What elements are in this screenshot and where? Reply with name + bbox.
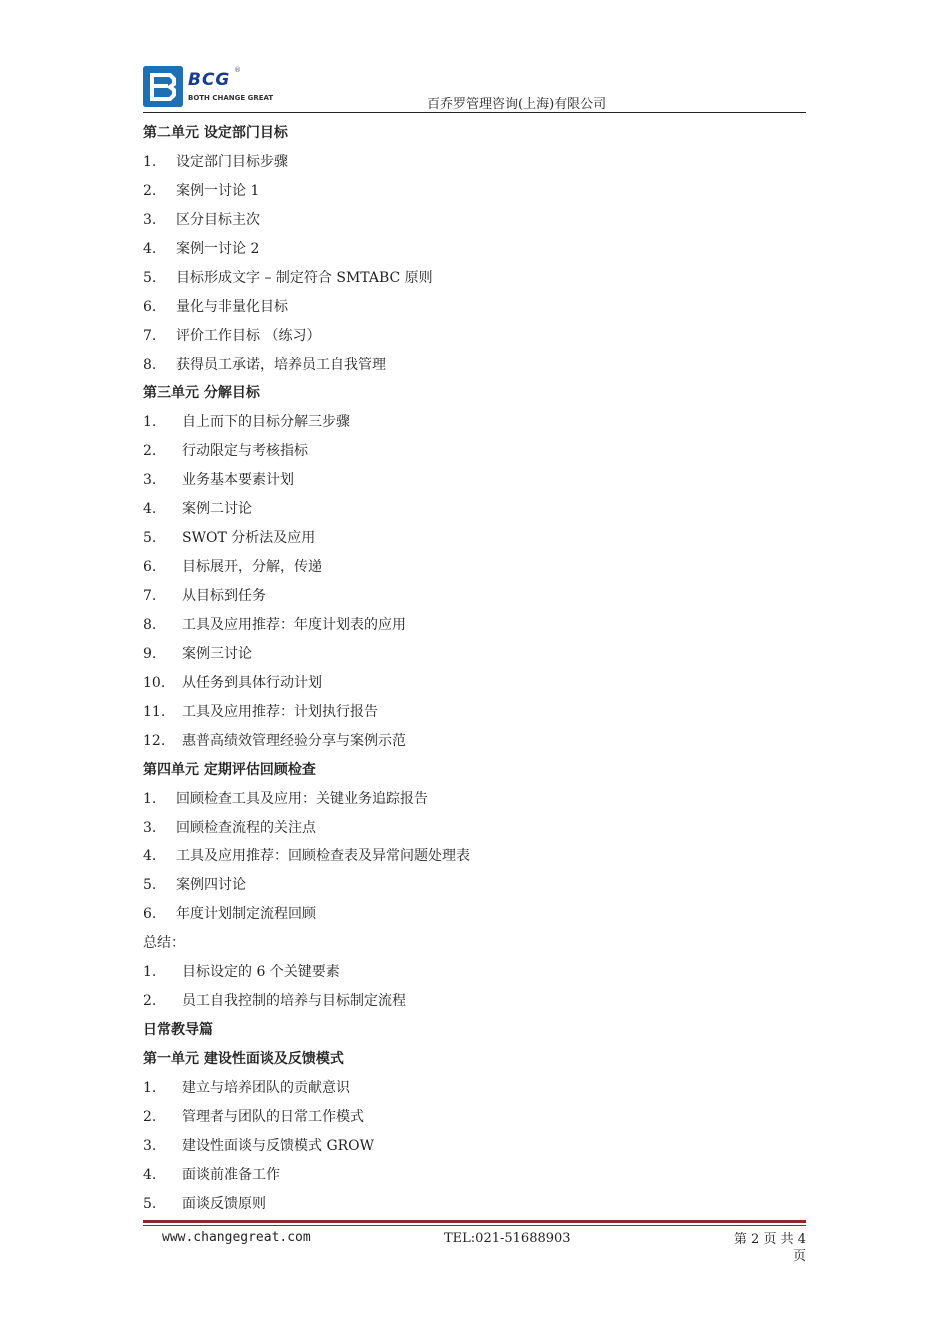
list-item-number: 7. (143, 327, 157, 344)
list-item-text: 面谈前准备工作 (182, 1166, 280, 1183)
list-item-number: 9. (143, 645, 157, 662)
list-item (143, 235, 806, 264)
list-item-text: 工具及应用推荐：计划执行报告 (182, 703, 378, 720)
company-name: 百乔罗管理咨询(上海)有限公司 (427, 97, 607, 112)
list-item-number: 1. (143, 1079, 157, 1096)
list-item (143, 1161, 806, 1190)
list-item-number: 8. (143, 356, 157, 373)
list-item (143, 785, 806, 814)
section-heading: 第三单元 分解目标 (143, 385, 260, 402)
list-item-number: 4. (143, 501, 157, 518)
list-item-text: 获得员工承诺，培养员工自我管理 (176, 356, 386, 373)
list-item (143, 871, 806, 900)
list-item-number: 3. (143, 819, 157, 836)
list-item-number: 6. (143, 906, 157, 923)
list-item (143, 640, 806, 669)
list-item-number: 2. (143, 993, 157, 1010)
list-item-number: 6. (143, 298, 157, 315)
list-item-number: 2. (143, 443, 157, 460)
header-divider (143, 112, 806, 113)
list-item-number: 5. (143, 269, 157, 286)
list-item-text: 案例二讨论 (182, 501, 252, 518)
footer-telephone: TEL:021-51688903 (444, 1231, 571, 1246)
list-item (143, 408, 806, 437)
list-item-text: 设定部门目标步骤 (176, 153, 288, 170)
section-heading: 第一单元 建设性面谈及反馈模式 (143, 1051, 344, 1067)
list-item-number: 4. (143, 1166, 157, 1183)
list-item (143, 582, 806, 611)
document-body (143, 119, 806, 1219)
list-item (143, 553, 806, 582)
list-item-text: 业务基本要素计划 (182, 472, 294, 489)
list-item-text: 面谈反馈原则 (182, 1195, 266, 1212)
list-item (143, 437, 806, 466)
list-item (143, 842, 806, 871)
list-item (143, 264, 806, 293)
list-item (143, 1074, 806, 1103)
list-item-number: 4. (143, 848, 157, 865)
list-item-text: 回顾检查流程的关注点 (176, 819, 316, 836)
list-item (143, 177, 806, 206)
list-item-number: 5. (143, 877, 157, 894)
list-item (143, 727, 806, 756)
list-item-number: 3. (143, 472, 157, 489)
list-item-text: 目标设定的 6 个关键要素 (182, 964, 340, 981)
list-item-text: 年度计划制定流程回顾 (176, 906, 316, 923)
list-item-number: 1. (143, 790, 157, 807)
list-item-text: 自上而下的目标分解三步骤 (182, 414, 350, 431)
footer-divider-thin (143, 1225, 806, 1226)
list-item-text: 建立与培养团队的贡献意识 (182, 1079, 350, 1096)
list-item (143, 322, 806, 351)
list-item-text: 案例一讨论 1 (176, 182, 260, 199)
list-item-number: 8. (143, 616, 157, 633)
list-item-number: 7. (143, 588, 157, 604)
list-item-number: 1. (143, 964, 157, 981)
list-item-number: 10. (143, 674, 166, 691)
logo-registered-mark: ® (234, 66, 241, 74)
list-item-text: SWOT 分析法及应用 (182, 530, 316, 547)
list-item-number: 5. (143, 530, 157, 547)
list-item-text: 回顾检查工具及应用：关键业务追踪报告 (176, 790, 428, 807)
list-item-text: 目标展开，分解，传递 (182, 559, 322, 576)
footer-page-number: 第 2 页 共 4 页 (733, 1232, 806, 1264)
list-item-text: 评价工作目标 （练习） (176, 327, 321, 344)
list-item-number: 12. (143, 732, 166, 749)
list-item (143, 293, 806, 322)
list-item-text: 工具及应用推荐：年度计划表的应用 (182, 616, 406, 633)
list-item-text: 员工自我控制的培养与目标制定流程 (182, 993, 406, 1010)
list-item (143, 524, 806, 553)
list-item-text: 管理者与团队的日常工作模式 (182, 1108, 364, 1125)
list-item (143, 987, 806, 1016)
list-item-text: 行动限定与考核指标 (182, 443, 308, 460)
list-item (143, 495, 806, 524)
list-item-text: 案例一讨论 2 (176, 240, 260, 257)
list-item (143, 958, 806, 987)
list-item-number: 2. (143, 182, 157, 199)
list-item-number: 5. (143, 1195, 157, 1212)
summary-label: 总结： (143, 935, 185, 952)
list-item-text: 从目标到任务 (182, 588, 266, 604)
footer-divider-thick (143, 1220, 806, 1223)
list-item-text: 案例四讨论 (176, 877, 246, 894)
logo-tagline: BOTH CHANGE GREAT (188, 94, 274, 102)
list-item-text: 建设性面谈与反馈模式 GROW (182, 1137, 375, 1154)
section-heading: 第二单元 设定部门目标 (143, 125, 288, 141)
list-item-text: 案例三讨论 (182, 645, 252, 662)
list-item-text: 惠普高绩效管理经验分享与案例示范 (182, 732, 406, 749)
list-item-number: 4. (143, 240, 157, 257)
list-item-number: 1. (143, 414, 157, 431)
list-item (143, 206, 806, 235)
list-item-number: 2. (143, 1108, 157, 1125)
list-item-number: 3. (143, 211, 157, 228)
list-item-text: 从任务到具体行动计划 (182, 674, 322, 691)
list-item-text: 量化与非量化目标 (176, 298, 288, 315)
list-item-text: 区分目标主次 (176, 211, 260, 228)
list-item (143, 900, 806, 929)
list-item (143, 351, 806, 380)
list-item (143, 814, 806, 843)
list-item-number: 11. (143, 703, 166, 720)
list-item-number: 1. (143, 153, 157, 170)
section-heading: 第四单元 定期评估回顾检查 (143, 761, 316, 778)
list-item (143, 466, 806, 495)
logo-text: BCG (188, 70, 231, 90)
list-item (143, 698, 806, 727)
list-item (143, 611, 806, 640)
list-item (143, 669, 806, 698)
list-item (143, 1132, 806, 1161)
company-logo (143, 66, 283, 108)
list-item (143, 1190, 806, 1219)
footer-website: www.changegreat.com (162, 1230, 311, 1245)
list-item-number: 6. (143, 559, 157, 576)
list-item (143, 148, 806, 177)
logo-mark-icon (143, 66, 183, 107)
section-heading: 日常教导篇 (143, 1022, 213, 1039)
list-item-text: 工具及应用推荐：回顾检查表及异常问题处理表 (176, 848, 470, 865)
list-item-number: 3. (143, 1137, 157, 1154)
list-item-text: 目标形成文字 – 制定符合 SMTABC 原则 (176, 269, 433, 286)
list-item (143, 1103, 806, 1132)
